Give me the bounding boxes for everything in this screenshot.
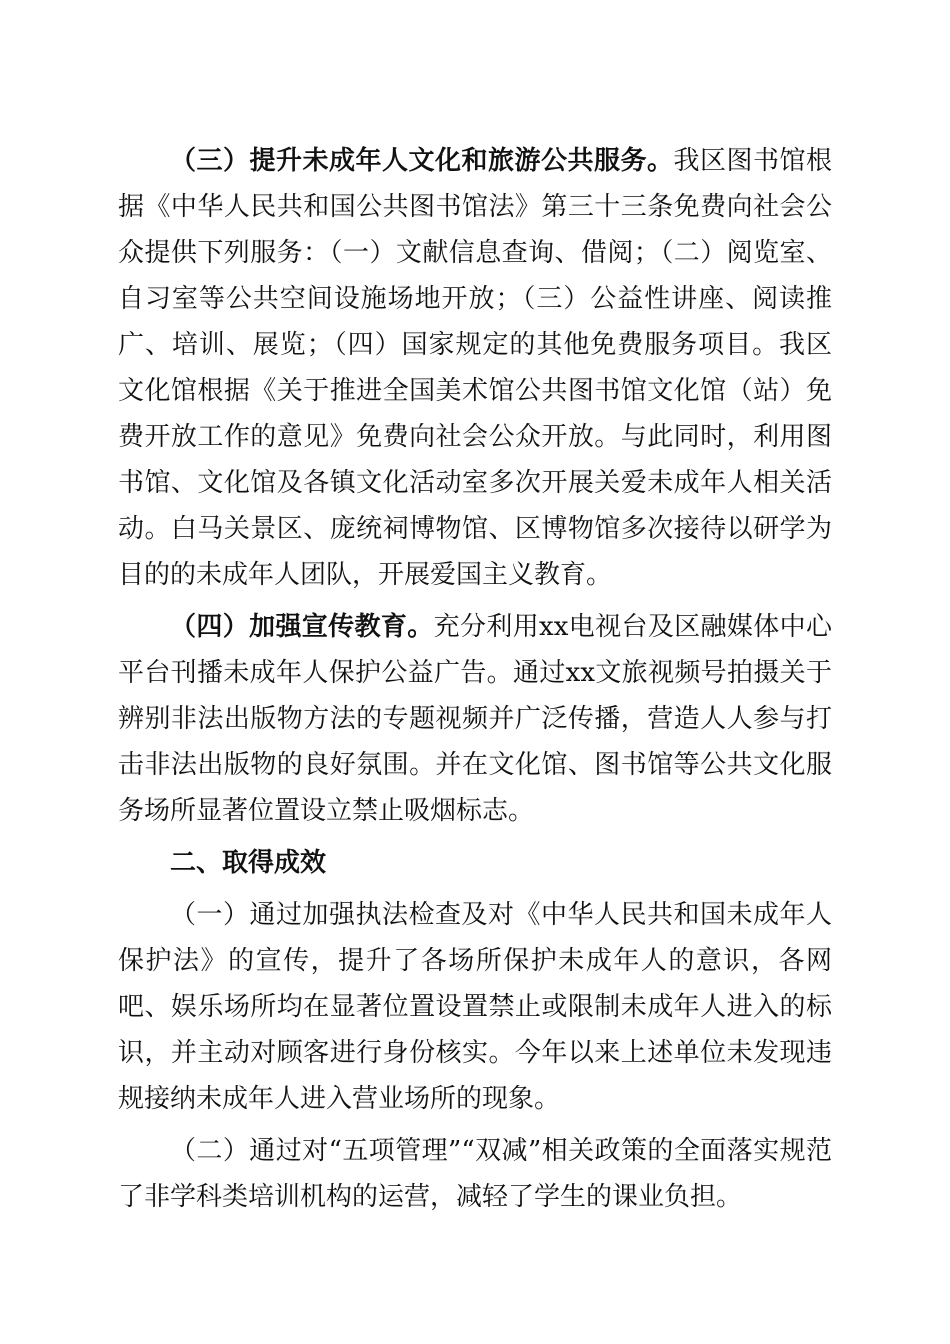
paragraph-result-1: （一）通过加强执法检查及对《中华人民共和国未成年人保护法》的宣传，提升了各场所保护未成年人的意识，各网吧、娱乐场所均在显著位置设置禁止或限制未成年人进入的标识，并主动对顾客进行身份核实。今年以来上述单位未发现违规接纳未成年人进入营业场所的现象。 bbox=[118, 900, 832, 1114]
paragraph-result-2: （二）通过对“五项管理”“双减”相关政策的全面落实规范了非学科类培训机构的运营，减轻了学生的课业负担。 bbox=[118, 1136, 832, 1212]
document-page bbox=[118, 138, 832, 1220]
paragraph-body: 充分利用xx电视台及区融媒体中心平台刊播未成年人保护公益广告。通过xx文旅视频号拍摄关于辨别非法出版物方法的专题视频并广泛传播，营造人人参与打击非法出版物的良好氛围。并在文化馆、图书馆等公共文化服务场所显著位置设立禁止吸烟标志。 bbox=[118, 612, 832, 826]
paragraph-body: 我区图书馆根据《中华人民共和国公共图书馆法》第三十三条免费向社会公众提供下列服务：（一）文献信息查询、借阅；（二）阅览室、自习室等公共空间设施场地开放；（三）公益性讲座、阅读推广、培训、展览；（四）国家规定的其他免费服务项目。我区文化馆根据《关于推进全国美术馆公共图书馆文化馆（站）免费开放工作的意见》免费向社会公众开放。与此同时，利用图书馆、文化馆及各镇文化活动室多次开展关爱未成年人相关活动。白马关景区、庞统祠博物馆、区博物馆多次接待以研学为目的的未成年人团队，开展爱国主义教育。 bbox=[118, 146, 832, 590]
section-heading: 二、取得成效 bbox=[170, 848, 327, 878]
paragraph-publicity bbox=[118, 604, 832, 834]
paragraph-lead: （三）提升未成年人文化和旅游公共服务。 bbox=[170, 146, 674, 176]
paragraph-public-services bbox=[118, 138, 832, 598]
paragraph-lead: （四）加强宣传教育。 bbox=[170, 612, 434, 642]
